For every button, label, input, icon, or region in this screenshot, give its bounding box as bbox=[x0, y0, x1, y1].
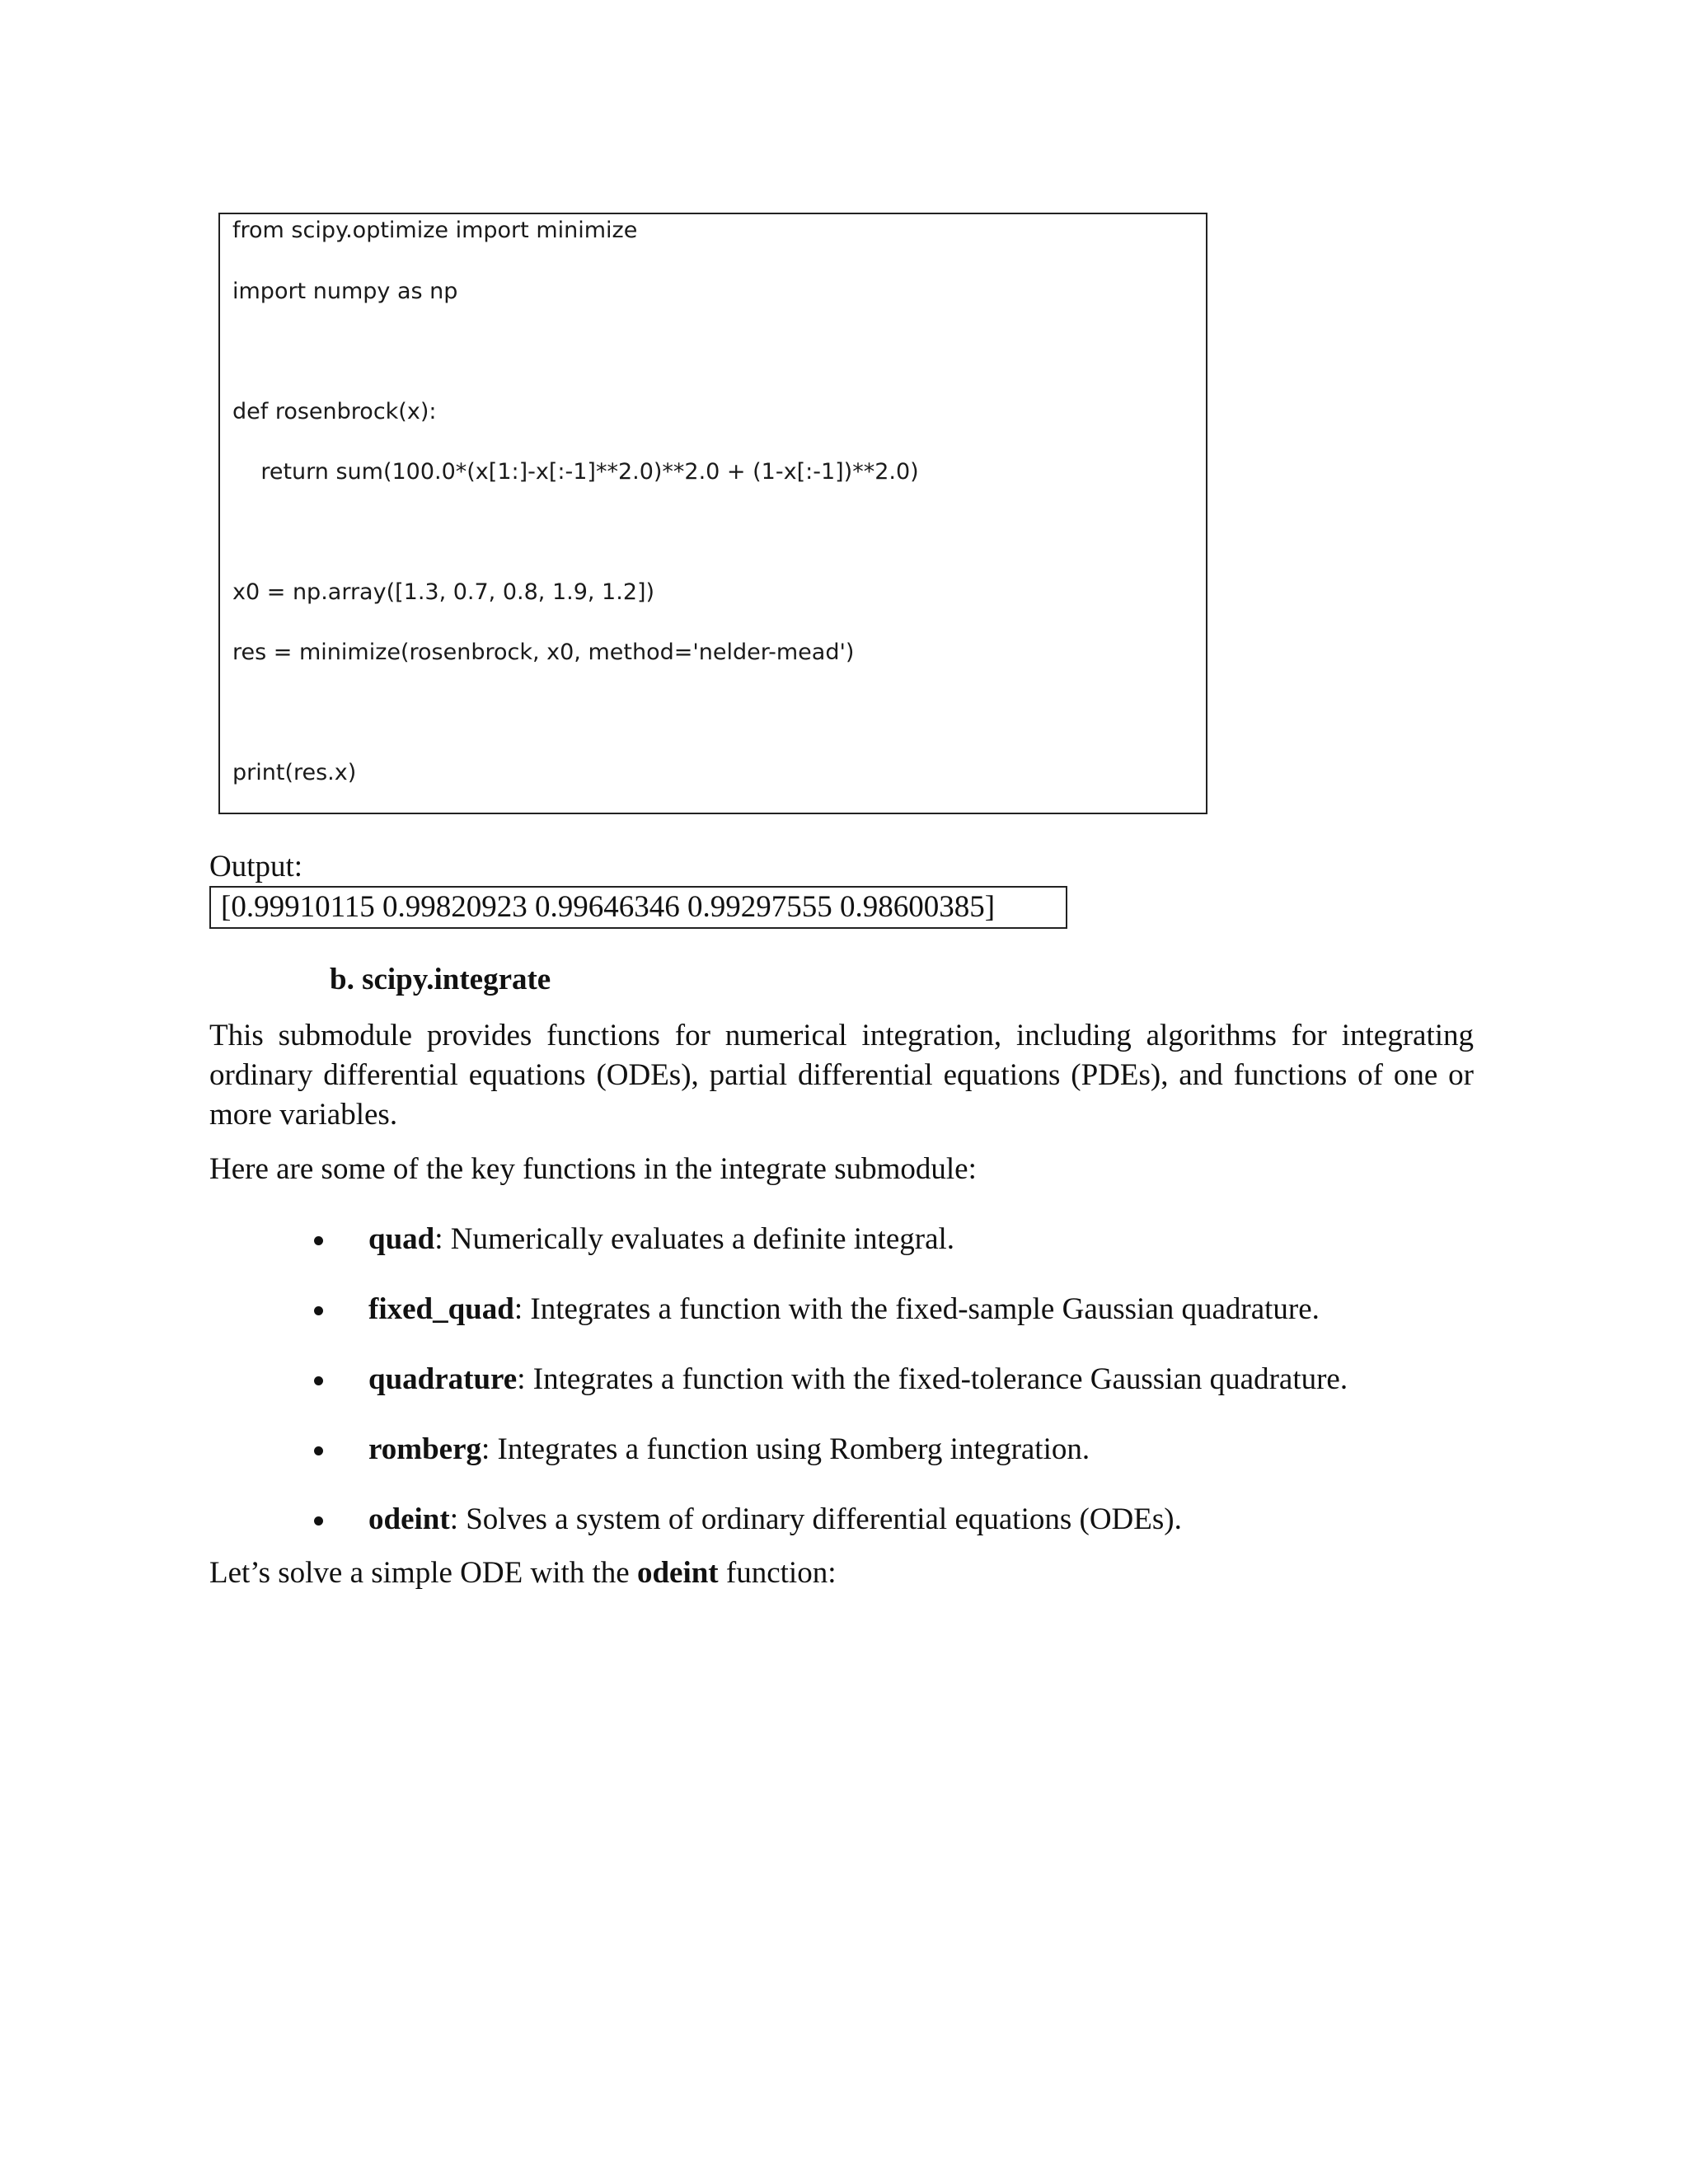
code-line-2: import numpy as np bbox=[232, 279, 458, 304]
function-name: quadrature bbox=[368, 1362, 518, 1396]
closing-text-after: function: bbox=[718, 1556, 837, 1590]
bullet-icon bbox=[314, 1306, 323, 1315]
bullet-icon bbox=[314, 1446, 323, 1455]
function-name: quad bbox=[368, 1222, 435, 1256]
function-description: : Solves a system of ordinary differential equations (ODEs). bbox=[449, 1502, 1182, 1536]
function-description: : Integrates a function with the fixed-sample Gaussian quadrature. bbox=[513, 1292, 1320, 1326]
code-line-4: return sum(100.0*(x[1:]-x[:-1]**2.0)**2.0 + (1-x[:-1])**2.0) bbox=[232, 459, 919, 485]
section-heading: b. scipy.integrate bbox=[330, 963, 551, 996]
function-description: : Integrates a function using Romberg integration. bbox=[481, 1432, 1090, 1466]
code-line-1: from scipy.optimize import minimize bbox=[232, 218, 638, 243]
function-description: : Integrates a function with the fixed-tolerance Gaussian quadrature. bbox=[517, 1362, 1348, 1396]
closing-text-before: Let’s solve a simple ODE with the bbox=[209, 1556, 637, 1590]
output-label: Output: bbox=[209, 850, 303, 883]
output-value: [0.99910115 0.99820923 0.99646346 0.99297555 0.98600385] bbox=[209, 886, 1067, 929]
intro-paragraph: This submodule provides functions for numerical integration, including algorithms for integrating ordinary differential equations (ODEs), partial differential equations (PDEs), and functions of one or more variables. bbox=[209, 1019, 1474, 1132]
bullet-icon bbox=[314, 1516, 323, 1526]
code-line-6: res = minimize(rosenbrock, x0, method='nelder-mead') bbox=[232, 640, 855, 665]
bullet-icon bbox=[314, 1236, 323, 1245]
code-block bbox=[218, 213, 1207, 814]
code-line-3: def rosenbrock(x): bbox=[232, 399, 437, 424]
lead-paragraph: Here are some of the key functions in the integrate submodule: bbox=[209, 1152, 977, 1186]
function-name: romberg bbox=[368, 1432, 481, 1466]
code-line-7: print(res.x) bbox=[232, 760, 357, 785]
code-line-5: x0 = np.array([1.3, 0.7, 0.8, 1.9, 1.2]) bbox=[232, 579, 655, 605]
function-name: fixed_quad bbox=[368, 1292, 514, 1326]
bullet-icon bbox=[314, 1376, 323, 1385]
function-description: : Numerically evaluates a definite integral. bbox=[434, 1222, 955, 1256]
closing-paragraph bbox=[209, 1554, 1474, 1593]
closing-function-name: odeint bbox=[636, 1556, 719, 1590]
function-name: odeint bbox=[368, 1502, 450, 1536]
